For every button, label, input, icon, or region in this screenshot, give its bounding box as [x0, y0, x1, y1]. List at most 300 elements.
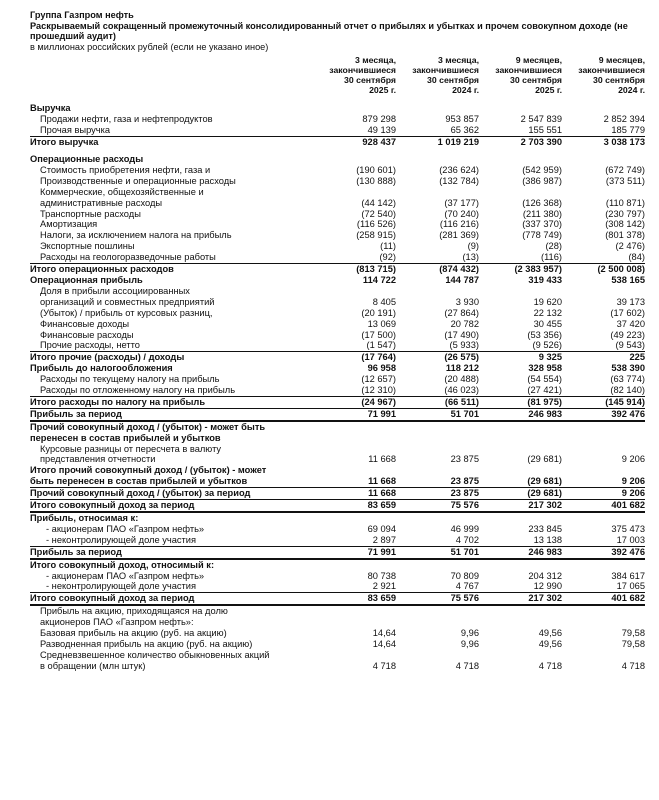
row-value	[562, 148, 645, 165]
row-label: организаций и совместных предприятий	[40, 296, 215, 307]
row-label: Средневзвешенное количество обыкновенных акций	[40, 649, 270, 660]
row-value	[313, 465, 396, 476]
statement-row	[30, 275, 645, 286]
row-value	[562, 433, 645, 444]
row-value: 14,64	[372, 628, 396, 639]
row-value	[396, 605, 479, 617]
row-label: Транспортные расходы	[40, 208, 141, 219]
statement-row	[30, 286, 645, 297]
statement-row	[30, 319, 645, 330]
row-value: 401 682	[562, 500, 645, 512]
statement-rows	[30, 97, 645, 671]
row-value: (9 526)	[532, 340, 562, 351]
statement-row	[30, 476, 645, 487]
column-header-line: 30 сентября	[427, 75, 479, 86]
units-note: в миллионах российских рублей (если не указано иное)	[30, 41, 269, 52]
row-value	[313, 444, 396, 455]
row-value: 2 852 394	[603, 114, 645, 125]
statement-row	[30, 433, 645, 444]
statement-row	[30, 661, 645, 672]
row-label: Прочая выручка	[40, 125, 111, 136]
row-value	[562, 97, 645, 114]
row-value	[396, 97, 479, 114]
row-value: 4 718	[621, 660, 645, 671]
row-value: 114 722	[362, 274, 396, 285]
row-value: (9)	[467, 241, 479, 252]
row-value	[396, 559, 479, 571]
row-value: 39 173	[616, 296, 645, 307]
row-value: 8 405	[372, 296, 396, 307]
row-value: 79,58	[621, 638, 645, 649]
row-label: Прибыль на акцию, приходящаяся на долю	[40, 606, 228, 617]
row-value	[313, 97, 396, 114]
row-value: (28)	[545, 241, 562, 252]
row-value: (20 191)	[361, 307, 396, 318]
row-value: 185 779	[611, 125, 645, 136]
row-value: 144 787	[445, 274, 479, 285]
statement-row	[30, 264, 645, 275]
statement-row	[30, 396, 645, 408]
column-header-line: закончившиеся	[412, 65, 479, 76]
row-value: (778 749)	[522, 230, 562, 241]
statement-row	[30, 352, 645, 363]
row-label: перенесен в состав прибылей и убытков	[30, 432, 221, 443]
row-value: 246 983	[479, 546, 562, 558]
row-value: (281 369)	[439, 230, 479, 241]
row-label: Коммерческие, общехозяйственные и	[40, 186, 204, 197]
row-label: Расходы по текущему налогу на прибыль	[40, 374, 220, 385]
column-header-line: 30 сентября	[593, 75, 645, 86]
row-value: (11)	[380, 241, 396, 252]
row-value: (542 959)	[522, 164, 562, 175]
row-value: (49 223)	[610, 329, 645, 340]
row-value: 9 206	[621, 476, 645, 487]
row-value	[562, 421, 645, 433]
row-value: (874 432)	[396, 264, 479, 275]
row-value: 14,64	[372, 638, 396, 649]
row-value	[396, 617, 479, 628]
report-header	[30, 10, 645, 52]
statement-row	[30, 512, 645, 524]
row-value: (9 543)	[615, 340, 645, 351]
row-label: Расходы по отложенному налогу на прибыль	[40, 385, 236, 396]
row-value: 83 659	[313, 500, 396, 512]
row-value	[396, 650, 479, 661]
row-value: 23 875	[396, 488, 479, 500]
row-value: 96 958	[367, 363, 396, 374]
row-value	[396, 465, 479, 476]
row-value: 49 139	[367, 125, 396, 136]
row-value: 83 659	[313, 593, 396, 605]
statement-row	[30, 559, 645, 571]
row-value: 375 473	[611, 523, 645, 534]
row-value	[313, 617, 396, 628]
row-value: 328 958	[528, 363, 562, 374]
row-value	[479, 148, 562, 165]
row-value	[313, 187, 396, 198]
statement-row	[30, 363, 645, 374]
row-value: 71 991	[313, 546, 396, 558]
row-value	[562, 286, 645, 297]
row-label: Курсовые разницы от пересчета в валюту	[40, 443, 222, 454]
row-value: (373 511)	[605, 175, 645, 186]
row-label: Прибыль до налогообложения	[30, 363, 173, 374]
row-value: (5 933)	[449, 340, 479, 351]
statement-row	[30, 114, 645, 125]
row-value: (26 575)	[396, 352, 479, 363]
row-value: 538 390	[611, 363, 645, 374]
row-value: (190 601)	[356, 164, 396, 175]
row-value	[562, 559, 645, 571]
column-header-line: закончившиеся	[578, 65, 645, 76]
column-header-line: 30 сентября	[344, 75, 396, 86]
row-value: 69 094	[367, 523, 396, 534]
period-column-header	[562, 55, 645, 97]
row-value: (258 915)	[356, 230, 396, 241]
column-header-line: 30 сентября	[510, 75, 562, 86]
column-header-line: 2024 г.	[618, 85, 645, 96]
row-value: 217 302	[479, 593, 562, 605]
income-statement-table	[30, 55, 645, 671]
column-header-line: закончившиеся	[495, 65, 562, 76]
statement-row	[30, 187, 645, 198]
period-column-header	[313, 55, 396, 97]
row-value: 401 682	[562, 593, 645, 605]
statement-row	[30, 198, 645, 209]
row-value: 3 930	[455, 296, 479, 307]
row-value: 30 455	[533, 318, 562, 329]
statement-row	[30, 209, 645, 220]
column-header-line: 2025 г.	[535, 85, 562, 96]
row-value: 118 212	[445, 363, 479, 374]
row-value: 12 990	[533, 581, 562, 592]
row-value: 217 302	[479, 500, 562, 512]
row-label: Прочий совокупный доход / (убыток) - может быть	[30, 421, 266, 432]
statement-row	[30, 408, 645, 420]
statement-row	[30, 125, 645, 136]
report-title: Раскрываемый сокращенный промежуточный консолидированный отчет о прибылях и убытках и прочем совокупном доходе (не прошедший аудит)	[30, 20, 628, 42]
column-header-line: 2025 г.	[369, 85, 396, 96]
row-value: 3 038 173	[562, 137, 645, 148]
statement-row	[30, 581, 645, 592]
row-value: 80 738	[367, 570, 396, 581]
statement-row	[30, 524, 645, 535]
row-label: Итого прочие (расходы) / доходы	[30, 352, 313, 363]
row-value	[479, 617, 562, 628]
row-label: административные расходы	[40, 197, 163, 208]
row-label: Итого расходы по налогу на прибыль	[30, 396, 313, 408]
row-value: 17 003	[616, 534, 645, 545]
row-label: быть перенесен в состав прибылей и убытков	[30, 476, 248, 487]
column-header-line: 2024 г.	[452, 85, 479, 96]
section-heading-row	[30, 97, 645, 114]
row-label: Производственные и операционные расходы	[40, 175, 236, 186]
row-label: в обращении (млн штук)	[40, 660, 146, 671]
row-value: (130 888)	[356, 175, 396, 186]
row-value: 9 206	[621, 454, 645, 465]
row-value: (236 624)	[439, 164, 479, 175]
row-value: 46 999	[450, 523, 479, 534]
row-value	[562, 512, 645, 524]
row-label: Финансовые расходы	[40, 329, 134, 340]
row-label: Расходы на геологоразведочные работы	[40, 252, 216, 263]
row-label: - неконтролирующей доле участия	[46, 534, 197, 545]
row-value	[313, 148, 396, 165]
row-value: 2 703 390	[479, 137, 562, 148]
row-value: (72 540)	[361, 208, 396, 219]
row-value: 1 019 219	[396, 137, 479, 148]
row-value: (92)	[379, 252, 396, 263]
row-label: - акционерам ПАО «Газпром нефть»	[46, 523, 205, 534]
row-value: (126 368)	[522, 197, 562, 208]
row-value: 246 983	[479, 408, 562, 420]
row-value: 22 132	[533, 307, 562, 318]
row-value: 9,96	[460, 628, 479, 639]
row-value: 37 420	[616, 318, 645, 329]
row-value: 11 668	[368, 476, 396, 487]
row-value: (29 681)	[527, 476, 562, 487]
row-value	[479, 465, 562, 476]
row-value: 155 551	[528, 125, 562, 136]
row-value: 17 065	[616, 581, 645, 592]
row-value: 11 668	[368, 454, 396, 465]
row-value	[313, 421, 396, 433]
statement-row	[30, 617, 645, 628]
row-value: 71 991	[313, 408, 396, 420]
row-value: (813 715)	[313, 264, 396, 275]
row-value: (110 871)	[605, 197, 645, 208]
row-value: 51 701	[396, 546, 479, 558]
row-value: 49,56	[538, 628, 562, 639]
section-heading-row	[30, 148, 645, 165]
column-header-line: 9 месяцев,	[598, 55, 645, 66]
row-value: (84)	[628, 252, 645, 263]
row-value: (70 240)	[444, 208, 479, 219]
row-value: 4 718	[372, 660, 396, 671]
row-value: 4 718	[538, 660, 562, 671]
statement-row	[30, 650, 645, 661]
row-value: (386 987)	[522, 175, 562, 186]
row-label: Итого совокупный доход за период	[30, 593, 313, 605]
row-value: 4 702	[455, 534, 479, 545]
row-value: 225	[562, 352, 645, 363]
statement-row	[30, 374, 645, 385]
row-value	[313, 650, 396, 661]
column-header-line: 9 месяцев,	[515, 55, 562, 66]
row-value	[479, 559, 562, 571]
row-label: Итого прочий совокупный доход / (убыток) - может	[30, 465, 267, 476]
row-value: 79,58	[621, 628, 645, 639]
row-value: 23 875	[450, 454, 479, 465]
row-value: 233 845	[528, 523, 562, 534]
row-value: 51 701	[396, 408, 479, 420]
row-value: (37 177)	[444, 197, 479, 208]
row-value: 20 782	[450, 318, 479, 329]
row-value: (230 797)	[605, 208, 645, 219]
row-value: (337 370)	[522, 219, 562, 230]
row-value: (81 975)	[479, 396, 562, 408]
row-value	[396, 286, 479, 297]
row-value: (145 914)	[562, 396, 645, 408]
row-value: 538 165	[611, 274, 645, 285]
row-value	[396, 421, 479, 433]
row-value	[313, 559, 396, 571]
row-value: 19 620	[533, 296, 562, 307]
row-value: (12 310)	[361, 385, 396, 396]
row-value: 11 668	[313, 488, 396, 500]
row-value: (211 380)	[522, 208, 562, 219]
row-label: представления отчетности	[40, 454, 156, 465]
row-value: (17 500)	[361, 329, 396, 340]
row-value: (116 526)	[356, 219, 396, 230]
statement-row	[30, 488, 645, 500]
row-value: (308 142)	[605, 219, 645, 230]
row-value	[479, 650, 562, 661]
row-value: 13 138	[533, 534, 562, 545]
statement-row	[30, 308, 645, 319]
row-label: Налоги, за исключением налога на прибыль	[40, 230, 232, 241]
row-value: 13 069	[367, 318, 396, 329]
row-value: 879 298	[362, 114, 396, 125]
row-label: Итого совокупный доход за период	[30, 500, 313, 512]
row-label: акционеров ПАО «Газпром нефть»:	[40, 617, 194, 628]
row-value: (66 511)	[396, 396, 479, 408]
row-value: (801 378)	[605, 230, 645, 241]
statement-row	[30, 593, 645, 605]
row-value: 928 437	[313, 137, 396, 148]
row-label: Операционная прибыль	[30, 274, 143, 285]
row-label: - неконтролирующей доле участия	[46, 581, 197, 592]
row-label: Прибыль за период	[30, 546, 313, 558]
row-value: (17 764)	[313, 352, 396, 363]
row-value: 4 767	[455, 581, 479, 592]
row-value: (44 142)	[361, 197, 396, 208]
row-label: Прибыль за период	[30, 408, 313, 420]
statement-row	[30, 165, 645, 176]
statement-row	[30, 605, 645, 617]
row-value: (132 784)	[439, 175, 479, 186]
row-label: Итого совокупный доход, относимый к:	[30, 559, 215, 570]
row-value: (12 657)	[361, 374, 396, 385]
row-value: 319 433	[528, 274, 562, 285]
statement-row	[30, 546, 645, 558]
row-value	[313, 605, 396, 617]
row-value: (20 488)	[444, 374, 479, 385]
row-value	[396, 187, 479, 198]
row-value	[396, 444, 479, 455]
statement-row	[30, 421, 645, 433]
row-value: (53 356)	[527, 329, 562, 340]
column-header-line: 3 месяца,	[438, 55, 479, 66]
row-value: 23 875	[450, 476, 479, 487]
statement-row	[30, 176, 645, 187]
row-value	[396, 433, 479, 444]
row-value: 65 362	[450, 125, 479, 136]
row-value: 204 312	[528, 570, 562, 581]
row-value	[562, 465, 645, 476]
statement-row	[30, 454, 645, 465]
row-value: 70 809	[450, 570, 479, 581]
row-value: (672 749)	[605, 164, 645, 175]
row-value: 953 857	[445, 114, 479, 125]
row-value	[562, 650, 645, 661]
row-value: 2 921	[372, 581, 396, 592]
row-value: 9,96	[460, 638, 479, 649]
row-value: 392 476	[562, 546, 645, 558]
row-value: 384 617	[611, 570, 645, 581]
row-label: Операционные расходы	[30, 154, 144, 164]
row-value	[479, 286, 562, 297]
period-column-header	[396, 55, 479, 97]
row-value	[562, 444, 645, 455]
row-label: Итого выручка	[30, 137, 313, 148]
row-value	[479, 433, 562, 444]
statement-row	[30, 639, 645, 650]
row-value	[396, 148, 479, 165]
row-value: (82 140)	[610, 385, 645, 396]
row-value: (63 774)	[610, 374, 645, 385]
statement-row	[30, 571, 645, 582]
row-label: - акционерам ПАО «Газпром нефть»	[46, 570, 205, 581]
statement-row	[30, 330, 645, 341]
statement-row	[30, 444, 645, 455]
row-value: (24 967)	[313, 396, 396, 408]
row-value	[562, 617, 645, 628]
row-label: Базовая прибыль на акцию (руб. на акцию)	[40, 628, 227, 639]
row-value: (29 681)	[527, 454, 562, 465]
row-value	[479, 421, 562, 433]
row-label: Стоимость приобретения нефти, газа и	[40, 164, 211, 175]
row-value: 9 325	[479, 352, 562, 363]
label-column-header	[30, 55, 313, 97]
row-value	[479, 605, 562, 617]
statement-row	[30, 297, 645, 308]
row-value: (27 864)	[444, 307, 479, 318]
row-label: Итого операционных расходов	[30, 264, 313, 275]
statement-row	[30, 500, 645, 512]
row-label: Разводненная прибыль на акцию (руб. на акцию)	[40, 638, 253, 649]
row-value: 75 576	[396, 593, 479, 605]
row-value	[313, 512, 396, 524]
row-value: (116 216)	[439, 219, 479, 230]
row-value	[396, 512, 479, 524]
period-column-header	[479, 55, 562, 97]
company-name: Группа Газпром нефть	[30, 10, 134, 20]
row-value: (1 547)	[366, 340, 396, 351]
row-value: 2 547 839	[520, 114, 562, 125]
row-label: Амортизация	[40, 219, 98, 230]
column-header-line: 3 месяца,	[355, 55, 396, 66]
row-label: Продажи нефти, газа и нефтепродуктов	[40, 114, 213, 125]
row-label: Экспортные пошлины	[40, 241, 135, 252]
row-value: 9 206	[562, 488, 645, 500]
row-value: (54 554)	[527, 374, 562, 385]
statement-row	[30, 385, 645, 396]
row-value	[313, 286, 396, 297]
statement-row	[30, 219, 645, 230]
statement-row	[30, 230, 645, 241]
statement-row	[30, 465, 645, 476]
statement-row	[30, 137, 645, 148]
row-label: Доля в прибыли ассоциированных	[40, 285, 190, 296]
statement-row	[30, 241, 645, 252]
statement-row	[30, 628, 645, 639]
row-value: 2 897	[372, 534, 396, 545]
row-value: 75 576	[396, 500, 479, 512]
row-value: (2 500 008)	[562, 264, 645, 275]
row-value: (29 681)	[479, 488, 562, 500]
column-headers	[30, 55, 645, 97]
